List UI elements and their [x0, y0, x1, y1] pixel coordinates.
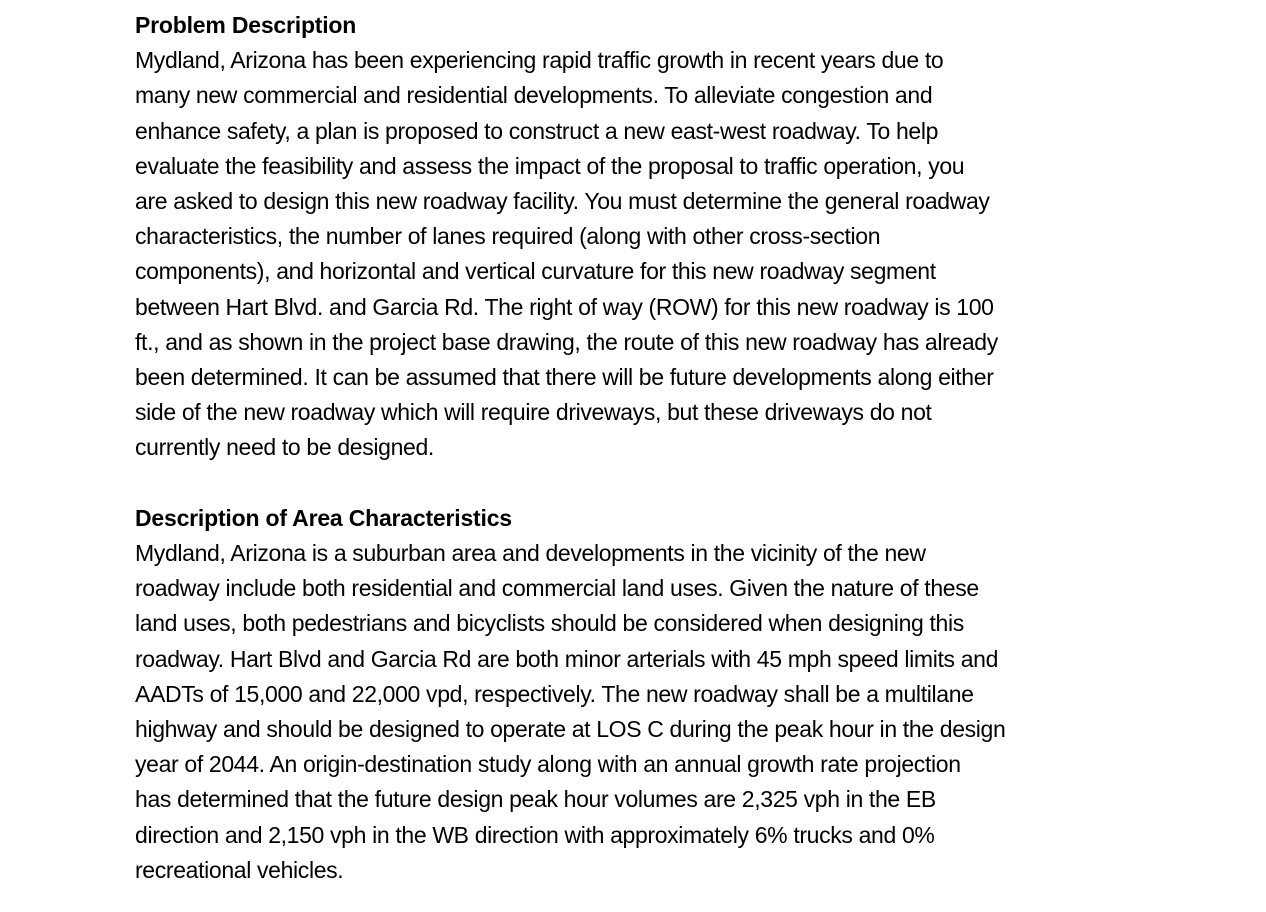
paragraph-line: year of 2044. An origin-destination study along with an annual growth rate projection — [135, 751, 961, 778]
paragraph-line: characteristics, the number of lanes required (along with other cross-section — [135, 223, 881, 250]
paragraph-line: components), and horizontal and vertical curvature for this new roadway segment — [135, 258, 936, 285]
problem-description-heading: Problem Description — [135, 12, 357, 38]
paragraph-line: has determined that the future design peak hour volumes are 2,325 vph in the EB — [135, 786, 936, 813]
paragraph-line: land uses, both pedestrians and bicyclists should be considered when designing this — [135, 610, 964, 637]
paragraph-line: highway and should be designed to operate at LOS C during the peak hour in the design — [135, 716, 1006, 743]
paragraph-line: are asked to design this new roadway facility. You must determine the general roadway — [135, 188, 990, 215]
paragraph-line: direction and 2,150 vph in the WB direction with approximately 6% trucks and 0% — [135, 821, 935, 848]
paragraph-line: Mydland, Arizona is a suburban area and developments in the vicinity of the new — [135, 540, 926, 567]
paragraph-line: recreational vehicles. — [135, 856, 344, 883]
problem-description-section — [135, 8, 1195, 466]
paragraph-line: side of the new roadway which will require driveways, but these driveways do not — [135, 399, 932, 426]
area-characteristics-heading: Description of Area Characteristics — [135, 504, 512, 531]
area-characteristics-section — [135, 501, 1195, 888]
paragraph-line: Mydland, Arizona has been experiencing rapid traffic growth in recent years due to — [135, 47, 944, 74]
paragraph-line: evaluate the feasibility and assess the impact of the proposal to traffic operation, you — [135, 152, 965, 179]
paragraph-line: ft., and as shown in the project base drawing, the route of this new roadway has already — [135, 328, 998, 355]
paragraph-line: roadway include both residential and commercial land uses. Given the nature of these — [135, 575, 979, 602]
section-spacer — [135, 466, 1195, 501]
paragraph-line: roadway. Hart Blvd and Garcia Rd are both minor arterials with 45 mph speed limits and — [135, 645, 999, 672]
paragraph-line: between Hart Blvd. and Garcia Rd. The right of way (ROW) for this new roadway is 100 — [135, 293, 994, 320]
paragraph-line: currently need to be designed. — [135, 434, 434, 461]
paragraph-line: enhance safety, a plan is proposed to construct a new east-west roadway. To help — [135, 117, 939, 144]
paragraph-line: been determined. It can be assumed that there will be future developments along either — [135, 364, 994, 391]
paragraph-line: AADTs of 15,000 and 22,000 vpd, respectively. The new roadway shall be a multilane — [135, 680, 974, 707]
paragraph-line: many new commercial and residential developments. To alleviate congestion and — [135, 82, 933, 109]
document-page — [135, 8, 1195, 888]
